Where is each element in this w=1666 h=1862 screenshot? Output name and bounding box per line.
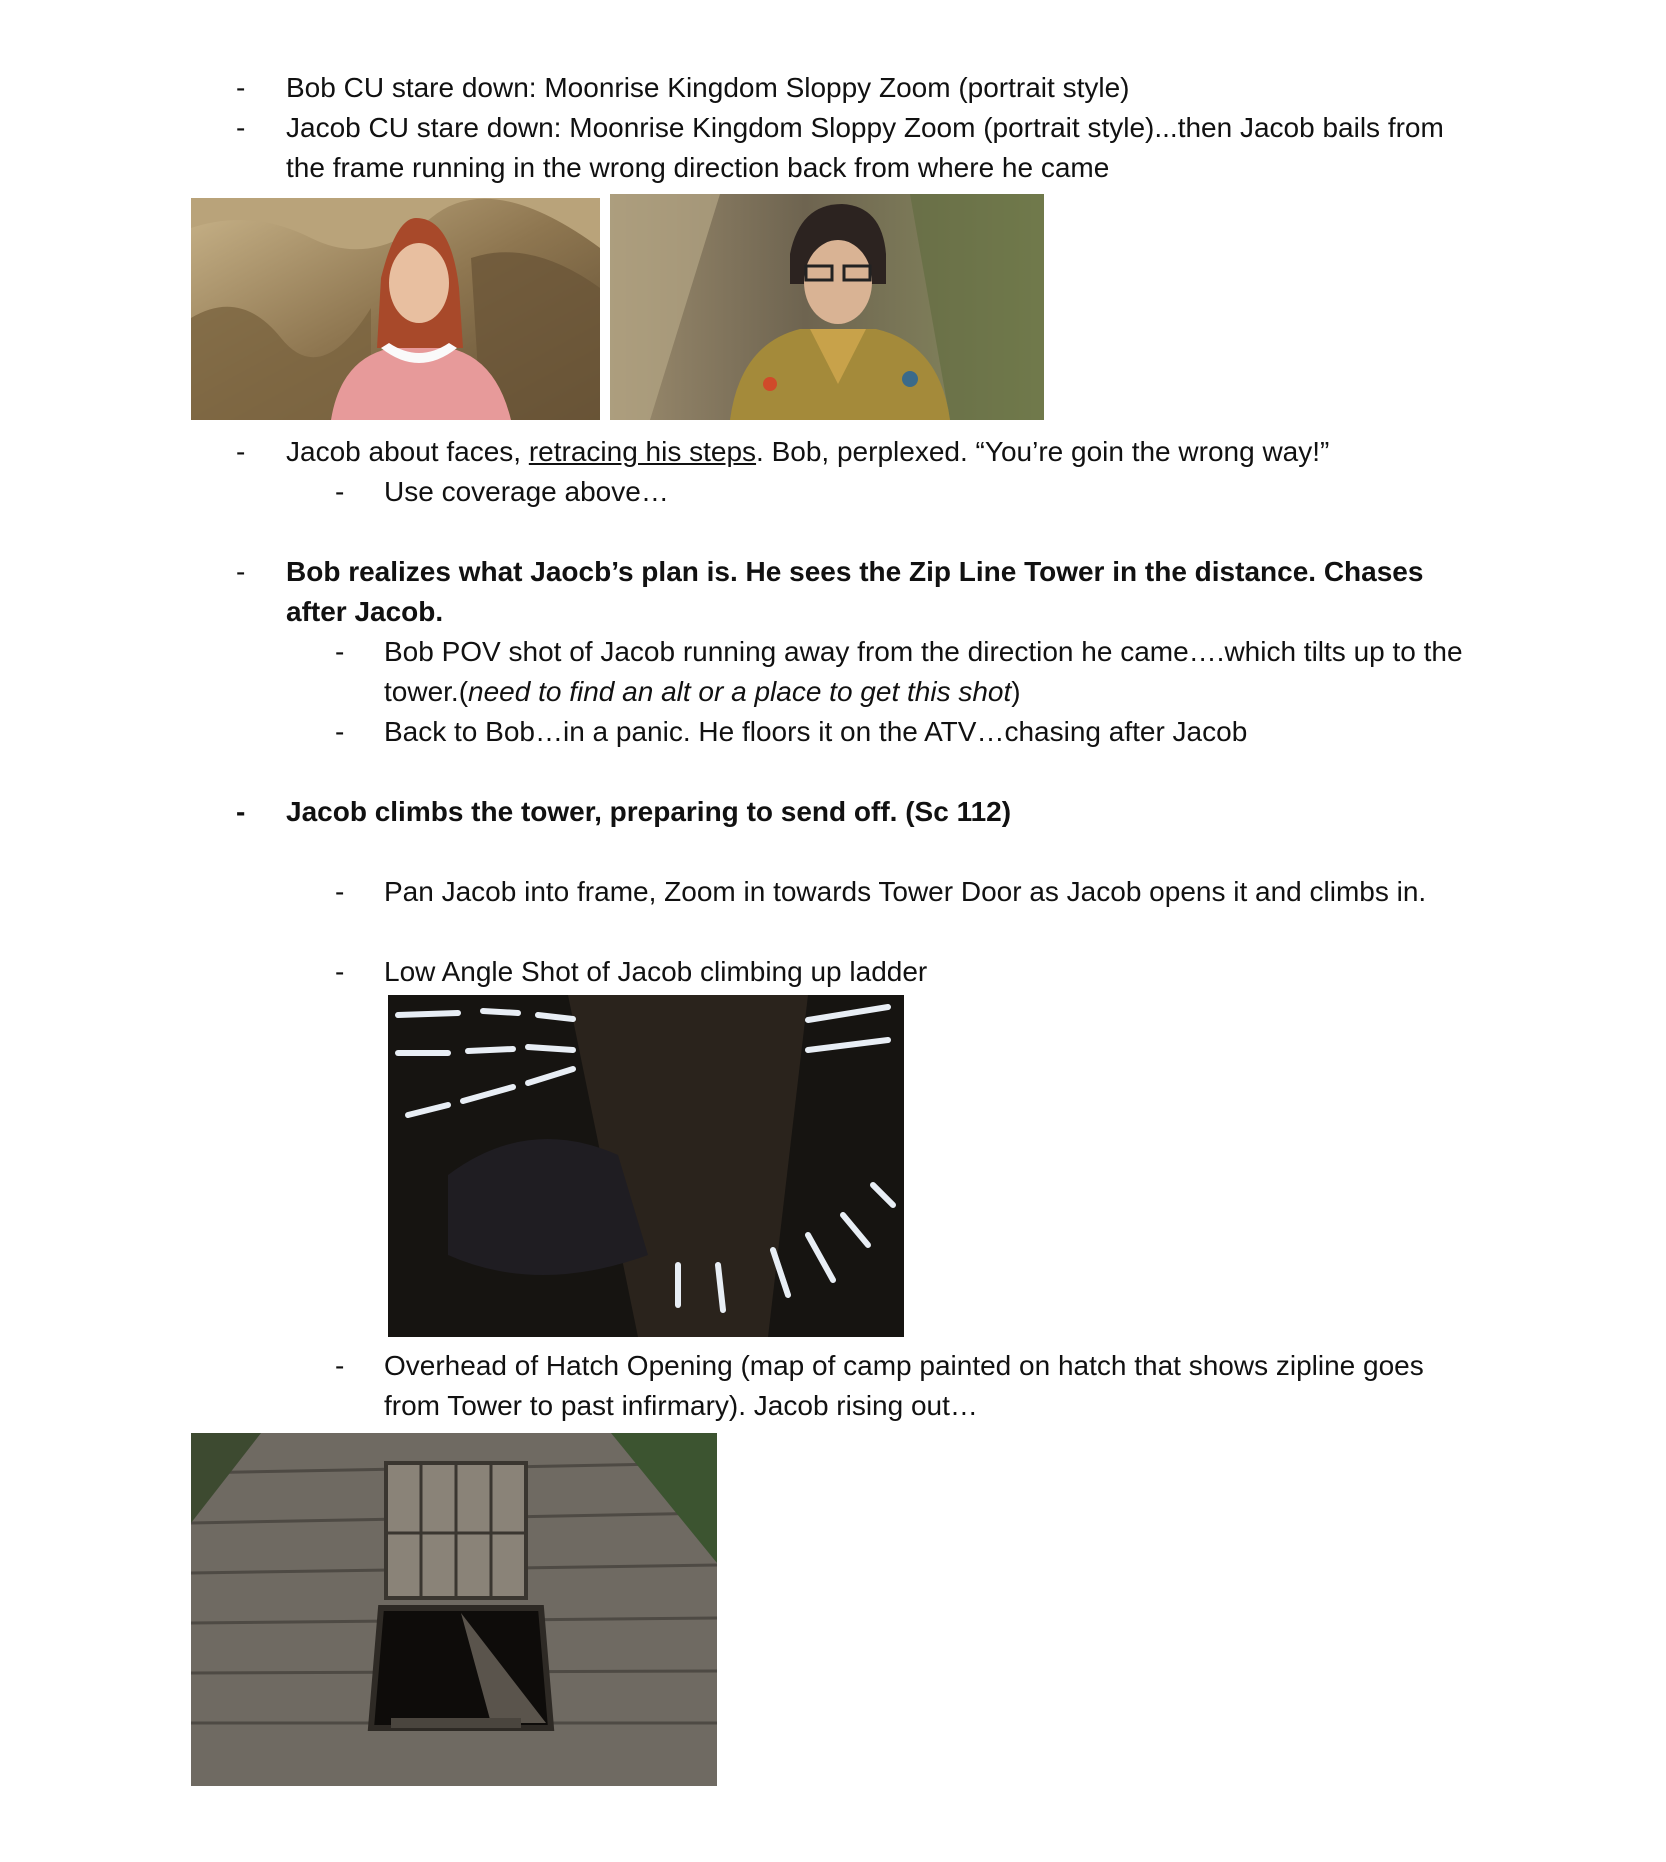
sub-bullet-pan-jacob <box>0 872 1666 952</box>
bullet-text-part: . Bob, perplexed. “You’re goin the wrong way!” <box>756 436 1330 467</box>
bullet-bob-cu <box>0 68 1666 108</box>
bullet-text: Low Angle Shot of Jacob climbing up ladder <box>384 956 928 987</box>
bullet-dash: - <box>236 72 246 103</box>
retracing-his-steps-link[interactable]: retracing his steps <box>528 436 757 467</box>
bullet-jacob-cu <box>0 108 1666 188</box>
bullet-text: Bob realizes what Jaocb’s plan is. He sees the Zip Line Tower in the distance. Chases after Jacob. <box>286 556 1424 627</box>
bullet-jacob-climbs <box>0 792 1666 832</box>
bullet-dash: - <box>236 436 246 467</box>
still-ladder-low-angle <box>388 995 904 1337</box>
still-ladder-low-angle-art <box>388 995 904 1337</box>
still-sam-portrait-art <box>610 194 1044 420</box>
still-hatch-overhead <box>191 1433 717 1786</box>
bullet-text <box>286 432 1536 472</box>
bullet-text: Jacob climbs the tower, preparing to send off. (Sc 112) <box>286 796 1012 827</box>
bullet-dash: - <box>335 476 345 507</box>
bullet-text-part: ) <box>1011 676 1021 707</box>
sub-bullet-bob-pov <box>0 632 1666 712</box>
still-sam-portrait <box>610 194 1044 420</box>
bullet-dash: - <box>335 636 345 667</box>
bullet-text-italic: need to find an alt or a place to get this shot <box>468 676 1012 707</box>
sub-bullet-low-angle <box>0 952 1666 992</box>
bullet-dash: - <box>335 876 345 907</box>
bullet-text: Jacob CU stare down: Moonrise Kingdom Sloppy Zoom (portrait style)...then Jacob bails from the frame running in the wrong direction back from where he came <box>286 112 1444 183</box>
bullet-text: Back to Bob…in a panic. He floors it on the ATV…chasing after Jacob <box>384 716 1248 747</box>
sub-bullet-overhead-hatch <box>0 1346 1666 1426</box>
bullet-text-part: Bob POV shot of Jacob running away from the direction he came….which tilts up to the tower.( <box>384 636 1463 707</box>
still-suzy-portrait-art <box>191 198 600 420</box>
bullet-dash: - <box>335 1350 345 1381</box>
bullet-jacob-about-faces <box>0 432 1666 472</box>
bullet-text: Use coverage above… <box>384 476 669 507</box>
bullet-dash: - <box>335 716 345 747</box>
bullet-dash: - <box>236 556 246 587</box>
bullet-text: Pan Jacob into frame, Zoom in towards Tower Door as Jacob opens it and climbs in. <box>384 876 1427 907</box>
bullet-text: Overhead of Hatch Opening (map of camp painted on hatch that shows zipline goes from Tower to past infirmary). Jacob rising out… <box>384 1350 1424 1421</box>
bullet-text-part: Jacob about faces, <box>286 436 529 467</box>
bullet-bob-realizes <box>0 552 1666 632</box>
sub-bullet-use-coverage <box>0 472 1666 512</box>
bullet-dash: - <box>236 112 246 143</box>
bullet-dash: - <box>236 796 246 827</box>
bullet-dash: - <box>335 956 345 987</box>
sub-bullet-back-to-bob <box>0 712 1666 752</box>
bullet-text: Bob CU stare down: Moonrise Kingdom Sloppy Zoom (portrait style) <box>286 72 1130 103</box>
still-suzy-portrait <box>191 198 600 420</box>
bullet-text <box>384 632 1484 712</box>
still-hatch-overhead-art <box>191 1433 717 1786</box>
